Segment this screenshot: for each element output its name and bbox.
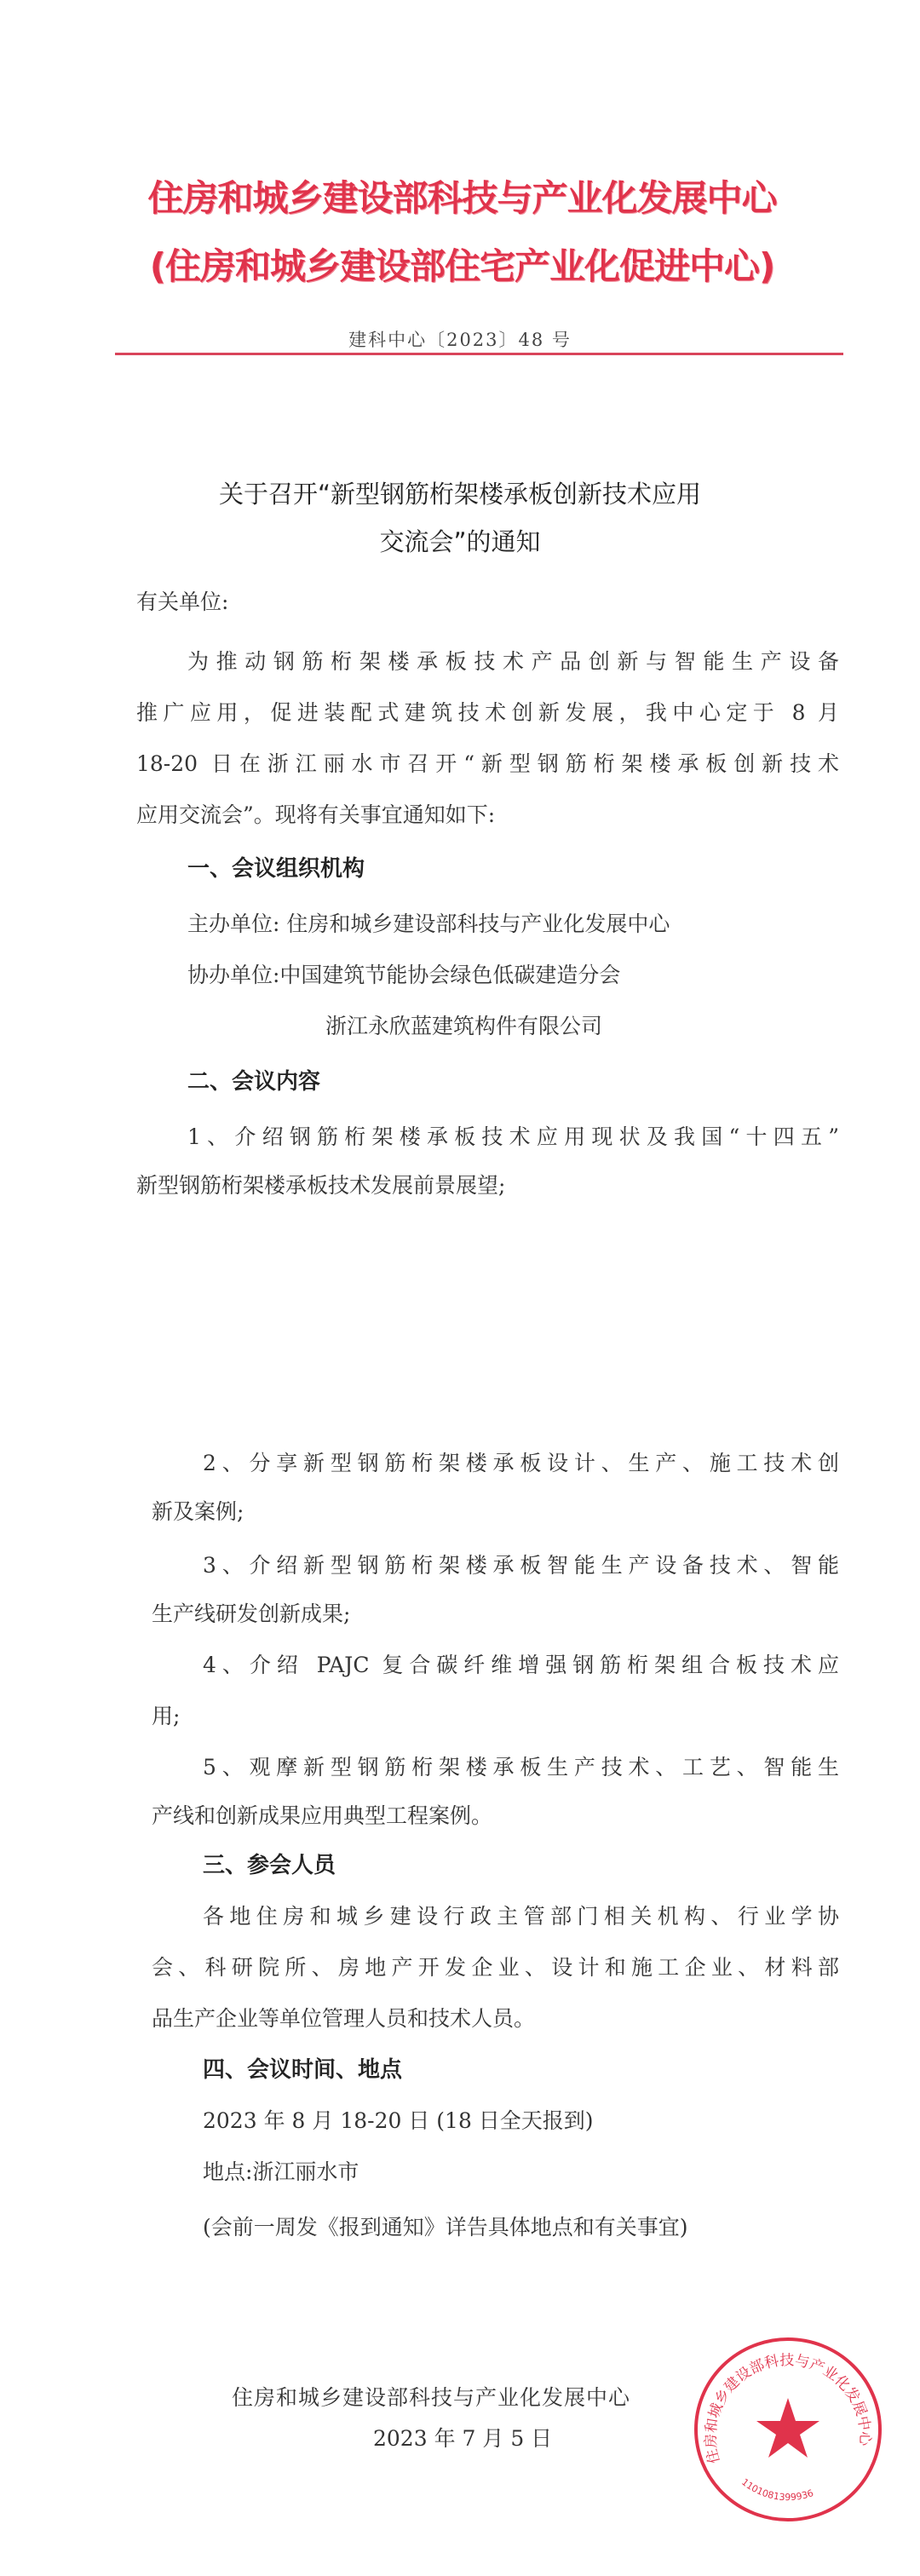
notice-title-line1: 关于召开“新型钢筋桁架楼承板创新技术应用 xyxy=(218,480,702,509)
meeting-time: 2023 年 8 月 18-20 日 (18 日全天报到) xyxy=(203,2108,594,2133)
content-item: 2、分享新型钢筋桁架楼承板设计、生产、施工技术创 xyxy=(203,1451,839,1475)
meeting-place: 地点:浙江丽水市 xyxy=(203,2159,359,2184)
section2-heading: 二、会议内容 xyxy=(187,1069,321,1095)
attendees-line: 品生产企业等单位管理人员和技术人员。 xyxy=(152,2006,536,2031)
content-item: 1、介绍钢筋桁架楼承板技术应用现状及我国“十四五” xyxy=(187,1124,839,1149)
content-item-cont: 产线和创新成果应用典型工程案例。 xyxy=(152,1803,493,1828)
official-seal xyxy=(690,2334,886,2526)
org-name-line1: 住房和城乡建设部科技与产业化发展中心 xyxy=(147,177,777,219)
section4-heading: 四、会议时间、地点 xyxy=(203,2057,403,2083)
seal-star-icon xyxy=(756,2398,819,2458)
section1-heading: 一、会议组织机构 xyxy=(187,856,365,882)
document-number: 建科中心〔2023〕48 号 xyxy=(348,330,572,350)
content-item-cont: 用; xyxy=(152,1704,181,1728)
seal-text: 住房和城乡建设部科技与产业化发展中心 xyxy=(702,2352,874,2465)
notice-title-line2: 交流会”的通知 xyxy=(379,527,541,556)
content-item: 5、观摩新型钢筋桁架楼承板生产技术、工艺、智能生 xyxy=(203,1755,839,1780)
meeting-note: (会前一周发《报到通知》详告具体地点和有关事宜) xyxy=(203,2215,688,2240)
content-item: 3、介绍新型钢筋桁架楼承板智能生产设备技术、智能 xyxy=(203,1553,839,1578)
intro-line: 推广应用，促进装配式建筑技术创新发展，我中心定于 8 月 xyxy=(136,700,839,725)
intro-line: 为推动钢筋桁架楼承板技术产品创新与智能生产设备 xyxy=(187,649,839,674)
content-item: 4、介绍 PAJC 复合碳纤维增强钢筋桁架组合板技术应 xyxy=(203,1653,839,1677)
content-item-cont: 新及案例; xyxy=(152,1499,244,1524)
org-name-line2: (住房和城乡建设部住宅产业化促进中心) xyxy=(149,245,775,287)
seal-code: 1101081399936 xyxy=(739,2476,815,2504)
attendees-line: 会、科研院所、房地产开发企业、设计和施工企业、材料部 xyxy=(152,1955,839,1980)
co-organizer-2: 浙江永欣蓝建筑构件有限公司 xyxy=(325,1014,603,1038)
intro-line: 应用交流会”。现将有关事宜通知如下: xyxy=(136,802,496,827)
content-item-cont: 新型钢筋桁架楼承板技术发展前景展望; xyxy=(136,1173,506,1198)
signature-org: 住房和城乡建设部科技与产业化发展中心 xyxy=(232,2385,631,2410)
intro-line: 18-20 日在浙江丽水市召开“新型钢筋桁架楼承板创新技术 xyxy=(136,751,839,776)
svg-text:1101081399936 xyxy=(739,2476,815,2503)
host-unit: 主办单位: 住房和城乡建设部科技与产业化发展中心 xyxy=(187,911,670,936)
co-organizer: 协办单位:中国建筑节能协会绿色低碳建造分会 xyxy=(187,963,621,987)
content-item-cont: 生产线研发创新成果; xyxy=(152,1601,351,1626)
red-divider xyxy=(115,353,843,355)
salutation: 有关单位: xyxy=(136,589,229,614)
attendees-line: 各地住房和城乡建设行政主管部门相关机构、行业学协 xyxy=(203,1904,839,1929)
signature-date: 2023 年 7 月 5 日 xyxy=(373,2426,553,2451)
section3-heading: 三、参会人员 xyxy=(203,1853,336,1878)
